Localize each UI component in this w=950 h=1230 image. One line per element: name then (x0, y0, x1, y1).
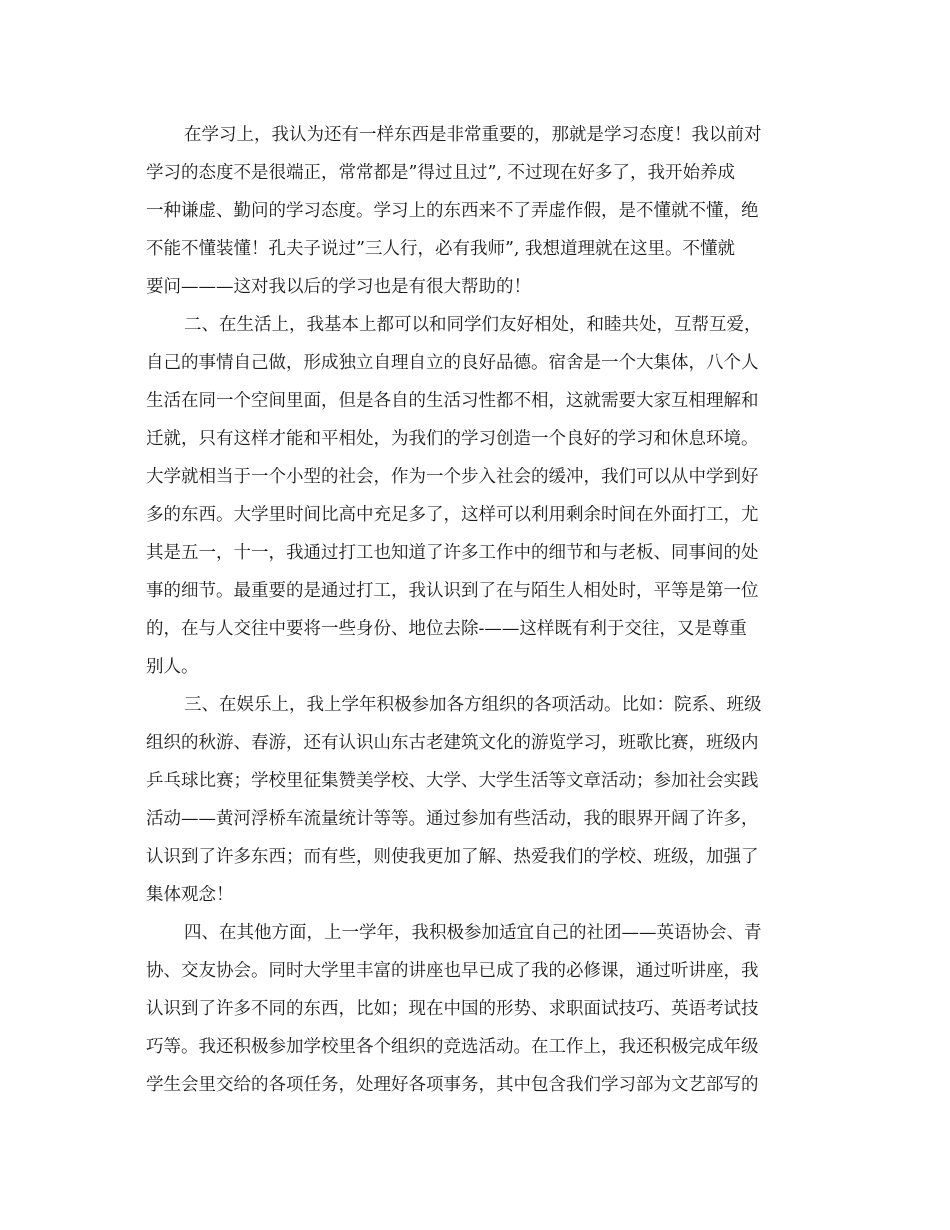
text-line: 要问———这对我以后的学习也是有很大帮助的！ (146, 277, 531, 297)
text-line: 的，在与人交往中要将一些身份、地位去除-——这样既有利于交往，又是尊重 (146, 619, 747, 639)
text-line: 四、在其他方面，上一学年，我积极参加适宜自己的社团——英语协会、青 (184, 923, 762, 943)
paragraph-entertainment (146, 686, 806, 914)
text-line: 生活在同一个空间里面，但是各自的生活习性都不相，这就需要大家互相理解和 (146, 391, 759, 411)
paragraph-other-aspects (146, 914, 806, 1104)
text-line: 迁就，只有这样才能和平相处，为我们的学习创造一个良好的学习和休息环境。 (146, 429, 759, 449)
text-line: 三、在娱乐上，我上学年积极参加各方组织的各项活动。比如：院系、班级 (184, 695, 762, 715)
text-line: 在学习上，我认为还有一样东西是非常重要的，那就是学习态度！我以前对 (184, 125, 762, 145)
text-line: 大学就相当于一个小型的社会，作为一个步入社会的缓冲，我们可以从中学到好 (146, 467, 759, 487)
text-line: 巧等。我还积极参加学校里各个组织的竞选活动。在工作上，我还积极完成年级 (146, 1037, 759, 1057)
text-line: 乒乓球比赛；学校里征集赞美学校、大学、大学生活等文章活动；参加社会实践 (146, 771, 759, 791)
text-line: 不能不懂装懂！孔夫子说过”三人行，必有我师”, 我想道理就在这里。不懂就 (146, 239, 736, 259)
text-line: 别人。 (146, 657, 199, 677)
text-line: 自己的事情自己做，形成独立自理自立的良好品德。宿舍是一个大集体，八个人 (146, 353, 759, 373)
text-line: 二、在生活上，我基本上都可以和同学们友好相处，和睦共处，互帮互爱， (184, 315, 762, 335)
text-line: 活动——黄河浮桥车流量统计等等。通过参加有些活动，我的眼界开阔了许多， (146, 809, 759, 829)
text-line: 多的东西。大学里时间比高中充足多了，这样可以利用剩余时间在外面打工，尤 (146, 505, 759, 525)
text-line: 学习的态度不是很端正，常常都是”得过且过”, 不过现在好多了，我开始养成 (146, 163, 736, 183)
text-line: 一种谦虚、勤问的学习态度。学习上的东西来不了弄虚作假，是不懂就不懂，绝 (146, 201, 759, 221)
text-line: 事的细节。最重要的是通过打工，我认识到了在与陌生人相处时，平等是第一位 (146, 581, 759, 601)
text-line: 协、交友协会。同时大学里丰富的讲座也早已成了我的必修课，通过听讲座，我 (146, 961, 759, 981)
paragraph-study-attitude (146, 116, 806, 306)
text-line: 认识到了许多东西；而有些，则使我更加了解、热爱我们的学校、班级，加强了 (146, 847, 759, 867)
text-line: 其是五一，十一，我通过打工也知道了许多工作中的细节和与老板、同事间的处 (146, 543, 759, 563)
text-line: 认识到了许多不同的东西，比如；现在中国的形势、求职面试技巧、英语考试技 (146, 999, 759, 1019)
paragraph-life (146, 306, 806, 686)
document-body (146, 116, 806, 1104)
text-line: 组织的秋游、春游，还有认识山东古老建筑文化的游览学习，班歌比赛，班级内 (146, 733, 759, 753)
text-line: 集体观念！ (146, 885, 234, 905)
text-line: 学生会里交给的各项任务，处理好各项事务，其中包含我们学习部为文艺部写的 (146, 1075, 759, 1095)
